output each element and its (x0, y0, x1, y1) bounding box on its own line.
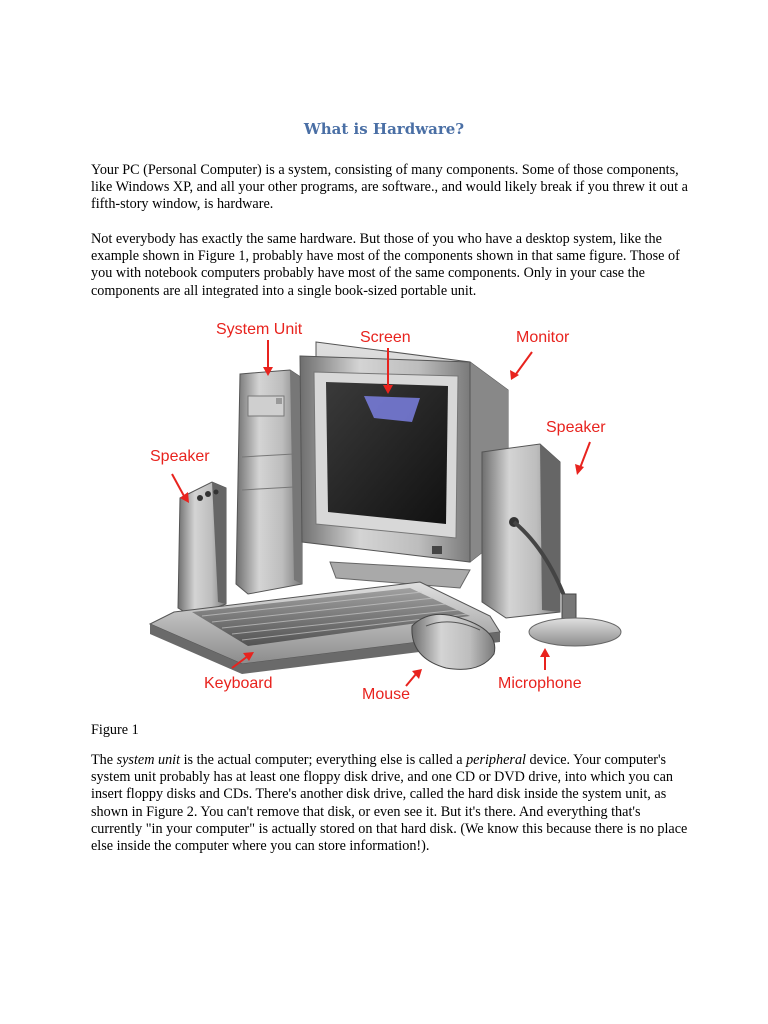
page-title: What is Hardware? (303, 120, 465, 138)
figure-caption: Figure 1 (91, 722, 139, 738)
system-unit-paragraph (91, 752, 691, 855)
label-system-unit: System Unit (216, 321, 303, 338)
left-speaker (178, 482, 226, 616)
label-speaker-left: Speaker (150, 448, 210, 465)
label-screen: Screen (360, 329, 411, 346)
label-mouse: Mouse (362, 686, 411, 703)
label-keyboard: Keyboard (204, 675, 273, 692)
term-system-unit: system unit (116, 752, 181, 768)
hardware-variation-paragraph: Not everybody has exactly the same hardware. But those of you who have a desktop system, like the example shown in Figure 1, probably have most of the components shown in that same figure. Those of you with notebook computers probably have most of the same components. Only in your case the components are all integrated into a single book-sized portable unit. (91, 231, 680, 299)
label-speaker-right: Speaker (546, 419, 606, 436)
term-peripheral: peripheral (466, 752, 526, 768)
system-unit-tower (236, 370, 302, 594)
text-span: The (91, 752, 117, 768)
monitor (300, 342, 508, 588)
text-span: device. Your computer's system unit probably has at least one floppy disk drive, and one CD or DVD drive, into which you can insert floppy disks and CDs. There's another disk drive, called the hard disk inside the system unit, as shown in Figure 2. You can't remove that disk, or even see it. But it's there. And everything that's currently "in your computer" is actually stored on that hard disk. (We know this because there is no place else inside the computer where you can store information!). (91, 752, 688, 855)
intro-paragraph: Your PC (Personal Computer) is a system, consisting of many components. Some of those components, like Windows XP, and all your other programs, are software., and would likely break if you threw it out a fifth-story window, is hardware. (91, 162, 688, 213)
computer-illustration (130, 312, 640, 710)
text-span: is the actual computer; everything else is called a (180, 752, 467, 768)
label-monitor: Monitor (516, 329, 570, 346)
computer-components-figure (130, 312, 640, 710)
label-microphone: Microphone (498, 675, 582, 692)
